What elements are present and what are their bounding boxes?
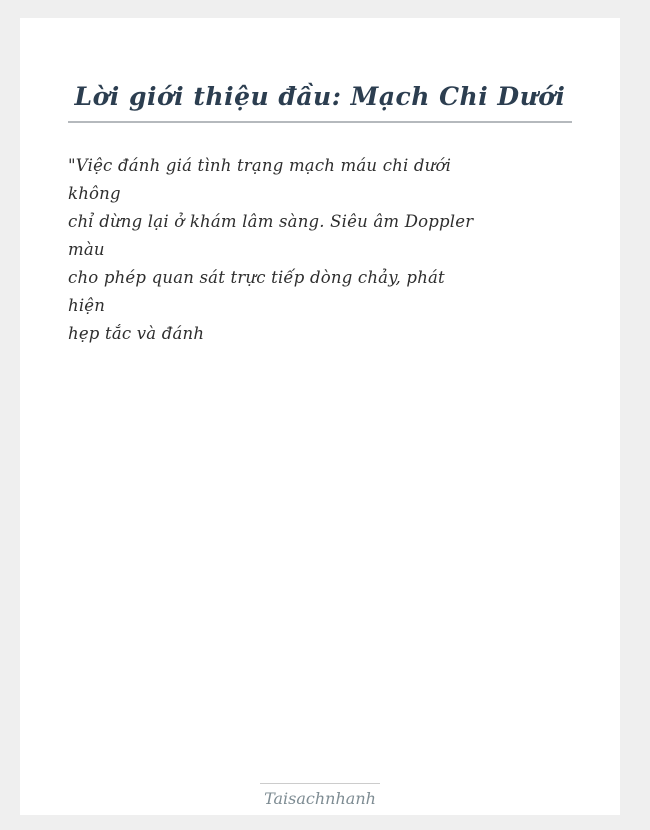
body-line: "Việc đánh giá tình trạng mạch máu chi dưới xyxy=(68,156,452,175)
page-content xyxy=(20,82,620,348)
body-line: không xyxy=(68,184,121,203)
page-footer xyxy=(20,783,620,809)
document-page xyxy=(20,18,620,815)
body-line: chỉ dừng lại ở khám lâm sàng. Siêu âm Doppler xyxy=(68,212,474,231)
page-title: Lời giới thiệu đầu: Mạch Chi Dưới xyxy=(74,82,566,111)
body-line: màu xyxy=(68,240,105,259)
title-divider xyxy=(68,121,572,123)
body-line: hiện xyxy=(68,296,106,315)
footer-divider xyxy=(260,783,380,784)
footer-brand: Taisachnhanh xyxy=(264,789,376,808)
body-line: hẹp tắc và đánh xyxy=(68,324,205,343)
body-line: cho phép quan sát trực tiếp dòng chảy, phát xyxy=(68,268,445,287)
body-text xyxy=(68,152,572,348)
